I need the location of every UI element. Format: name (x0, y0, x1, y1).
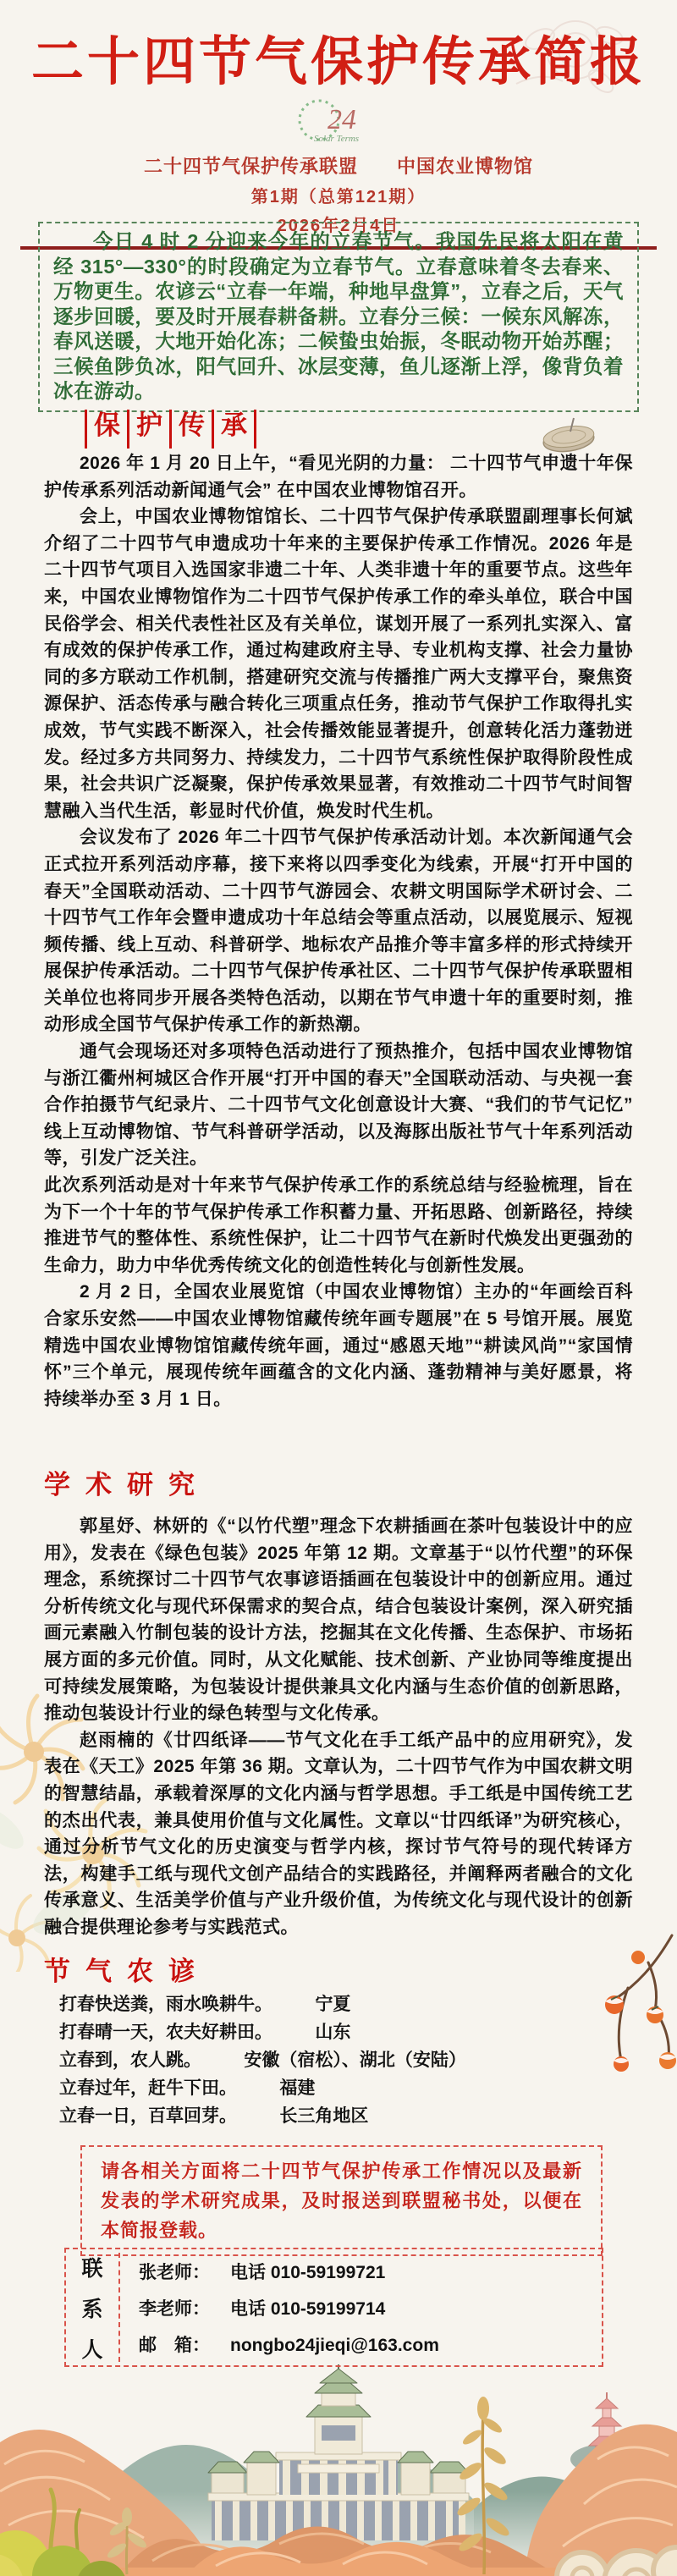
solar-terms-logo (0, 96, 677, 146)
logo-ring-icon (275, 96, 402, 146)
submission-notice-text: 请各相关方面将二十四节气保护传承工作情况以及最新发表的学术研究成果，及时报送到联盟秘书处，以便在本简报登载。 (101, 2160, 582, 2241)
section-proverbs (44, 1950, 633, 1988)
contact-label-char: 系 (81, 2297, 103, 2321)
contact-rows (120, 2249, 602, 2365)
logo-caption: Solar Terms (314, 134, 360, 144)
paragraph: 此次系列活动是对十年来节气保护传承工作的系统总结与经验梳理，旨在为下一个十年的节气保护传承工作积蓄力量、开拓思路、创新路径，持续推进节气的整体性、系统性保护，让二十四节气在新时代焕发出更强劲的生命力，助力中华优秀传统文化的创造性转化与创新性发展。 (44, 1175, 633, 1275)
contact-label (66, 2249, 118, 2365)
page-title: 二十四节气保护传承简报 (30, 34, 646, 91)
heading-bar (127, 410, 129, 449)
section-academic-body (44, 1513, 633, 1941)
heading-bar (169, 410, 172, 449)
contact-label-char: 人 (81, 2337, 103, 2362)
issue-date: 2026年2月4日 (277, 217, 400, 235)
contact-email-label: 邮 箱： (139, 2335, 210, 2355)
proverb-list (59, 1990, 618, 2130)
proverb-row (59, 2046, 618, 2074)
contact-email: nongbo24jieqi@163.com (230, 2335, 439, 2355)
contact-row (139, 2331, 602, 2357)
proverb-region: 山东 (315, 2023, 351, 2042)
logo-number: 24 (327, 104, 356, 135)
contact-row (139, 2259, 602, 2284)
contact-label-char: 联 (81, 2256, 103, 2281)
paragraph: 会上，中国农业博物馆馆长、二十四节气保护传承联盟副理事长何斌介绍了二十四节气申遗成功十年来的主要保护传承工作情况。2026 年是二十四节气项目入选国家非遗二十年、人类非遗十年的重要节点。这些年来，中国农业博物馆作为二十四节气保护传承工作的牵头单位，联合中国民俗学会、相关代表性社区及有关单位，谋划开展了一系列扎实深入、富有成效的保护传承工作，通过构建政府主导、专业机构支撑、社会力量协同的多方联动工作机制，搭建研究交流与传播推广两大支撑平台，聚焦资源保护、活态传承与融合转化三项重点任务，推动节气保护工作取得扎实成效，节气实践不断深入，社会传播效能显著提升，创意转化活力蓬勃迸发。经过多方共同努力、持续发力，二十四节气系统性保护取得阶段性成果，社会共识广泛凝聚，保护传承效果显著，有效推动二十四节气时间智慧融入当代生活，彰显时代价值，焕发时代生机。 (44, 507, 633, 821)
section-protect (44, 406, 633, 1412)
proverb-region: 福建 (279, 2078, 316, 2098)
issue-number: 第1期（总第121期） (250, 188, 427, 206)
proverb-row (59, 2074, 618, 2102)
proverb-row (59, 2102, 618, 2130)
org-right: 中国农业博物馆 (397, 156, 534, 177)
proverb-region: 长三角地区 (279, 2106, 369, 2126)
paragraph: 通气会现场还对多项特色活动进行了预热推介，包括中国农业博物馆与浙江衢州柯城区合作开展“打开中国的春天”全国联动活动、与央视一套合作拍摄节气纪录片、二十四节气文化创意设计大赛、“我们的节气记忆”线上互动博物馆、节气科普研学活动，以及海豚出版社节气十年系列活动等，引发广泛关注。 (44, 1042, 633, 1169)
heading-char: 传 (179, 410, 205, 440)
section-protect-heading (78, 406, 633, 445)
section-academic (44, 1463, 633, 1941)
paragraph: 赵雨楠的《廿四纸译——节气文化在手工纸产品中的应用研究》，发表在《天工》2025 年第 36 期。文章认为，二十四节气作为中国农耕文明的智慧结晶，承载着深厚的文化内涵与哲学思想。手工纸是中国传统工艺的杰出代表，兼具使用价值与文化属性。文章以“廿四纸译”为研究核心，通过分析节气文化的历史演变与哲学内核，探讨节气符号的现代转译方法，构建手工纸与现代文创产品结合的实践路径，并阐释两者融合的文化传承意义、生活美学价值与产业升级价值，为传统文化与现代设计的创新融合提供理论参考与实践范式。 (44, 1730, 633, 1937)
proverb-region: 安徽（宿松）、湖北（安陆） (244, 2050, 466, 2070)
paragraph: 2 月 2 日，全国农业展览馆（中国农业博物馆）主办的“年画绘百科 合家乐安然——中国农业博物馆藏传统年画专题展”在 5 号馆开展。展览精选中国农业博物馆馆藏传统年画，通过“感恩天地”“耕读风尚”“家国情怀”三个单元，展现传统年画蕴含的文化内涵、蓬勃精神与美好愿景，将持续举办至 3 月 1 日。 (44, 1282, 633, 1409)
museum-building (208, 2364, 469, 2540)
contact-box (64, 2248, 603, 2367)
proverb-saying: 打春晴一天，农夫好耕田。 (59, 2023, 272, 2042)
section-proverbs-heading: 节气农谚 (44, 1957, 210, 1986)
contact-person: 张老师： (139, 2262, 210, 2282)
masthead (0, 0, 677, 250)
contact-person: 李老师： (139, 2298, 210, 2319)
contact-phone: 电话 010-59199721 (230, 2262, 386, 2282)
section-academic-heading: 学术研究 (44, 1470, 210, 1500)
proverb-region: 宁夏 (315, 1995, 351, 2014)
organization-line (0, 152, 677, 179)
contact-row (139, 2295, 602, 2320)
proverb-saying: 打春快送粪，雨水唤耕牛。 (59, 1995, 272, 2014)
heading-char: 承 (221, 410, 247, 440)
heading-char: 护 (136, 410, 162, 440)
paragraph: 郭星妤、林妍的《“以竹代塑”理念下农耕插画在茶叶包装设计中的应用》，发表在《绿色包装》2025 年第 12 期。文章基于“以竹代塑”的环保理念，系统探讨二十四节气农事谚语插画在包装设计中的创新应用。通过分析传统文化与现代环保需求的契合点，结合包装设计案例，深入研究插画元素融入竹制包装的设计方法，挖掘其在文化传播、生态保护、市场拓展方面的多元价值。同时，从文化赋能、技术创新、产业协同等维度提出可持续发展策略，为包装设计提供兼具文化内涵与生态价值的创新思路，推动包装设计行业的绿色转型与文化传承。 (44, 1516, 633, 1724)
org-left: 二十四节气保护传承联盟 (143, 156, 358, 177)
paragraph: 会议发布了 2026 年二十四节气保护传承活动计划。本次新闻通气会正式拉开系列活动序幕，接下来将以四季变化为线索，开展“打开中国的春天”全国联动活动、二十四节气游园会、农耕文明国际学术研讨会、二十四节气工作年会暨申遗成功十年总结会等重点活动，以展览展示、短视频传播、线上互动、科普研学、地标农产品推介等丰富多样的形式持续开展保护传承活动。二十四节气保护传承社区、二十四节气保护传承联盟相关单位也将同步开展各类特色活动，以期在节气申遗十年的重要时刻，推动形成全国节气保护传承工作的新热潮。 (44, 828, 633, 1035)
proverb-row (59, 2018, 618, 2046)
proverb-saying: 立春一日，百草回芽。 (59, 2106, 237, 2126)
proverb-saying: 立春过年，赶牛下田。 (59, 2078, 237, 2098)
heading-char: 保 (94, 410, 120, 440)
paragraph: 2026 年 1 月 20 日上午，“看见光阴的力量： 二十四节气申遗十年保护传承系列活动新闻通气会” 在中国农业博物馆召开。 (44, 454, 633, 500)
heading-bar (254, 410, 256, 449)
section-protect-body (44, 450, 633, 1412)
lichun-intro-text: 今日 4 时 2 分迎来今年的立春节气。我国先民将太阳在黄经 315°—330°的时段确定为立春节气。立春意味着冬去春来、万物更生。农谚云“立春一年端，种地早盘算”，立春之后，天气逐步回暖，要及时开展春耕备耕。立春分三候：一候东风解冻，春风送暖，大地开始化冻；二候蛰虫始振，冬眠动物开始苏醒；三候鱼陟负冰，阳气回升、冰层变薄，鱼儿逐渐上浮，像背负着冰在游动。 (53, 230, 624, 402)
contact-phone: 电话 010-59199714 (230, 2298, 386, 2319)
heading-bar (85, 410, 87, 449)
heading-bar (212, 410, 214, 449)
submission-notice-box (80, 2145, 603, 2256)
lichun-intro-box (38, 222, 639, 412)
proverb-row (59, 1990, 618, 2018)
footer-landscape-illustration (0, 2364, 677, 2576)
proverb-saying: 立春到，农人跳。 (59, 2050, 201, 2070)
